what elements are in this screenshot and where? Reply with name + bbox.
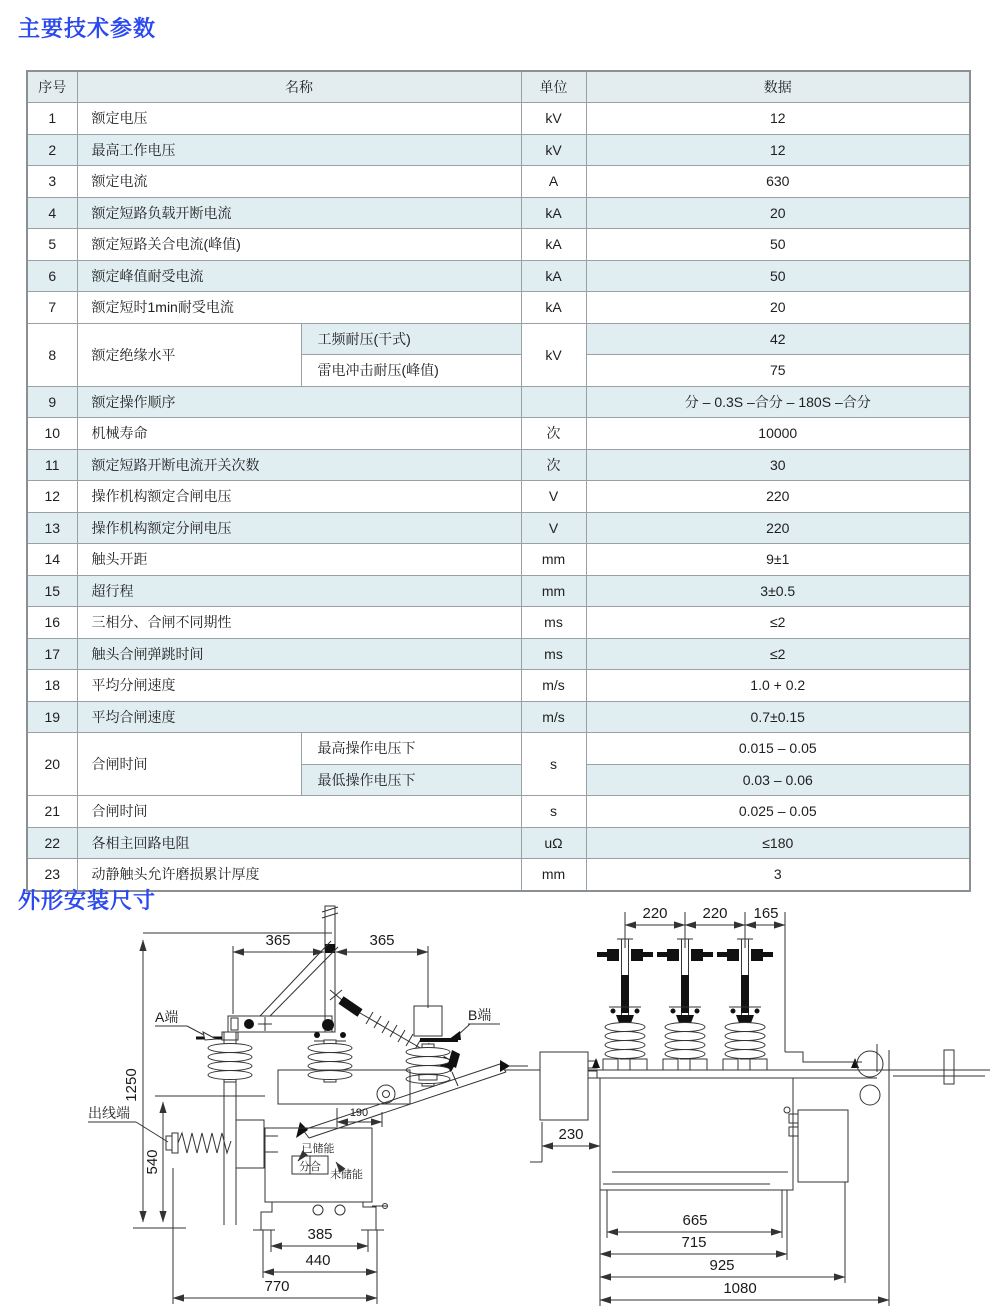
side-view-drawing: [85, 900, 530, 1315]
bottom-dims-front: [600, 1050, 889, 1306]
accessory-box: [784, 1107, 848, 1182]
dim-190: [337, 1107, 382, 1127]
outlet-bushing: [88, 1105, 278, 1168]
col-header-unit: 单位: [521, 71, 586, 103]
svg-text:A端: A端: [155, 1009, 179, 1025]
dim-220-1-label: 220: [642, 905, 668, 922]
table-header-row: [27, 71, 970, 103]
table-row: 1 额定电压 kV 12: [27, 103, 970, 135]
dim-230-label: 230: [558, 1126, 584, 1143]
outlet-terminal-label: 出线端: [88, 1105, 130, 1121]
svg-text:B端: B端: [468, 1007, 492, 1023]
mechanism-housing: [253, 1128, 388, 1230]
mounting-frame: [228, 906, 338, 1032]
table-row: 19 平均合闸速度 m/s 0.7±0.15: [27, 701, 970, 733]
dim-365-right-label: 365: [369, 932, 395, 949]
dim-365-left-label: 365: [265, 932, 291, 949]
dim-715-label: 715: [681, 1234, 707, 1251]
terminal-a-label: [155, 1009, 216, 1040]
dim-165-label: 165: [753, 905, 779, 922]
energy-not-stored-label: 未储能: [330, 1169, 363, 1181]
dim-1080-label: 1080: [723, 1280, 757, 1297]
table-row-20b: 最低操作电压下 0.03 – 0.06: [27, 764, 970, 796]
energy-stored-label: 已储能: [301, 1143, 335, 1155]
table-row: 2 最高工作电压 kV 12: [27, 134, 970, 166]
table-row: 11 额定短路开断电流开关次数 次 30: [27, 449, 970, 481]
dim-385-label: 385: [307, 1226, 333, 1243]
page-title-parameters: 主要技术参数: [18, 16, 157, 41]
dim-230: [530, 1122, 600, 1162]
dim-665-label: 665: [682, 1212, 708, 1229]
table-row: 14 触头开距 mm 9±1: [27, 544, 970, 576]
dim-925-label: 925: [709, 1257, 735, 1274]
dim-770-label: 770: [264, 1278, 290, 1295]
dim-190-label: 190: [349, 1107, 369, 1119]
col-header-no: 序号: [27, 71, 77, 103]
table-row: 13 操作机构额定分闸电压 V 220: [27, 512, 970, 544]
table-row: 6 额定峰值耐受电流 kA 50: [27, 260, 970, 292]
front-view-drawing: [500, 900, 1000, 1315]
table-row: 16 三相分、合闸不同期性 ms ≤2: [27, 607, 970, 639]
table-row-20a: 20 合闸时间 最高操作电压下 s 0.015 – 0.05: [27, 733, 970, 765]
table-row: 3 额定电流 A 630: [27, 166, 970, 198]
tank-front: [600, 1078, 793, 1190]
open-close-switch-label: 分合: [299, 1161, 321, 1173]
dim-1250-label: 1250: [123, 1068, 140, 1102]
table-row: 10 机械寿命 次 10000: [27, 418, 970, 450]
table-row: 4 额定短路负载开断电流 kA 20: [27, 197, 970, 229]
bottom-dims-side: [173, 1226, 377, 1304]
spec-table: [26, 70, 971, 892]
table-row: 23 动静触头允许磨损累计厚度 mm 3: [27, 859, 970, 891]
table-row: 18 平均分闸速度 m/s 1.0 + 0.2: [27, 670, 970, 702]
table-row: 12 操作机构额定合闸电压 V 220: [27, 481, 970, 513]
phase-insulators: [196, 1006, 458, 1225]
table-row: 5 额定短路关合电流(峰值) kA 50: [27, 229, 970, 261]
dim-540-label: 540: [144, 1149, 161, 1175]
table-row: 9 额定操作顺序 分 – 0.3S –合分 – 180S –合分: [27, 386, 970, 418]
table-row: 15 超行程 mm 3±0.5: [27, 575, 970, 607]
table-row: 17 触头合闸弹跳时间 ms ≤2: [27, 638, 970, 670]
table-row-8a: 8 额定绝缘水平 工频耐压(干式) kV 42: [27, 323, 970, 355]
table-row: 21 合闸时间 s 0.025 – 0.05: [27, 796, 970, 828]
dim-220-2-label: 220: [702, 905, 728, 922]
mounting-bracket-rings: [785, 1044, 985, 1105]
pole-units: [597, 939, 773, 1070]
col-header-name: 名称: [77, 71, 521, 103]
col-header-data: 数据: [586, 71, 970, 103]
dim-540: [144, 1096, 265, 1222]
table-row-8b: 雷电冲击耐压(峰值) 75: [27, 355, 970, 387]
terminal-b-label: [448, 1007, 500, 1040]
table-row: 7 额定短时1min耐受电流 kA 20: [27, 292, 970, 324]
page-title-dimensions: 外形安装尺寸: [18, 888, 157, 913]
dim-440-label: 440: [305, 1252, 331, 1269]
table-row: 22 各相主回路电阻 uΩ ≤180: [27, 827, 970, 859]
